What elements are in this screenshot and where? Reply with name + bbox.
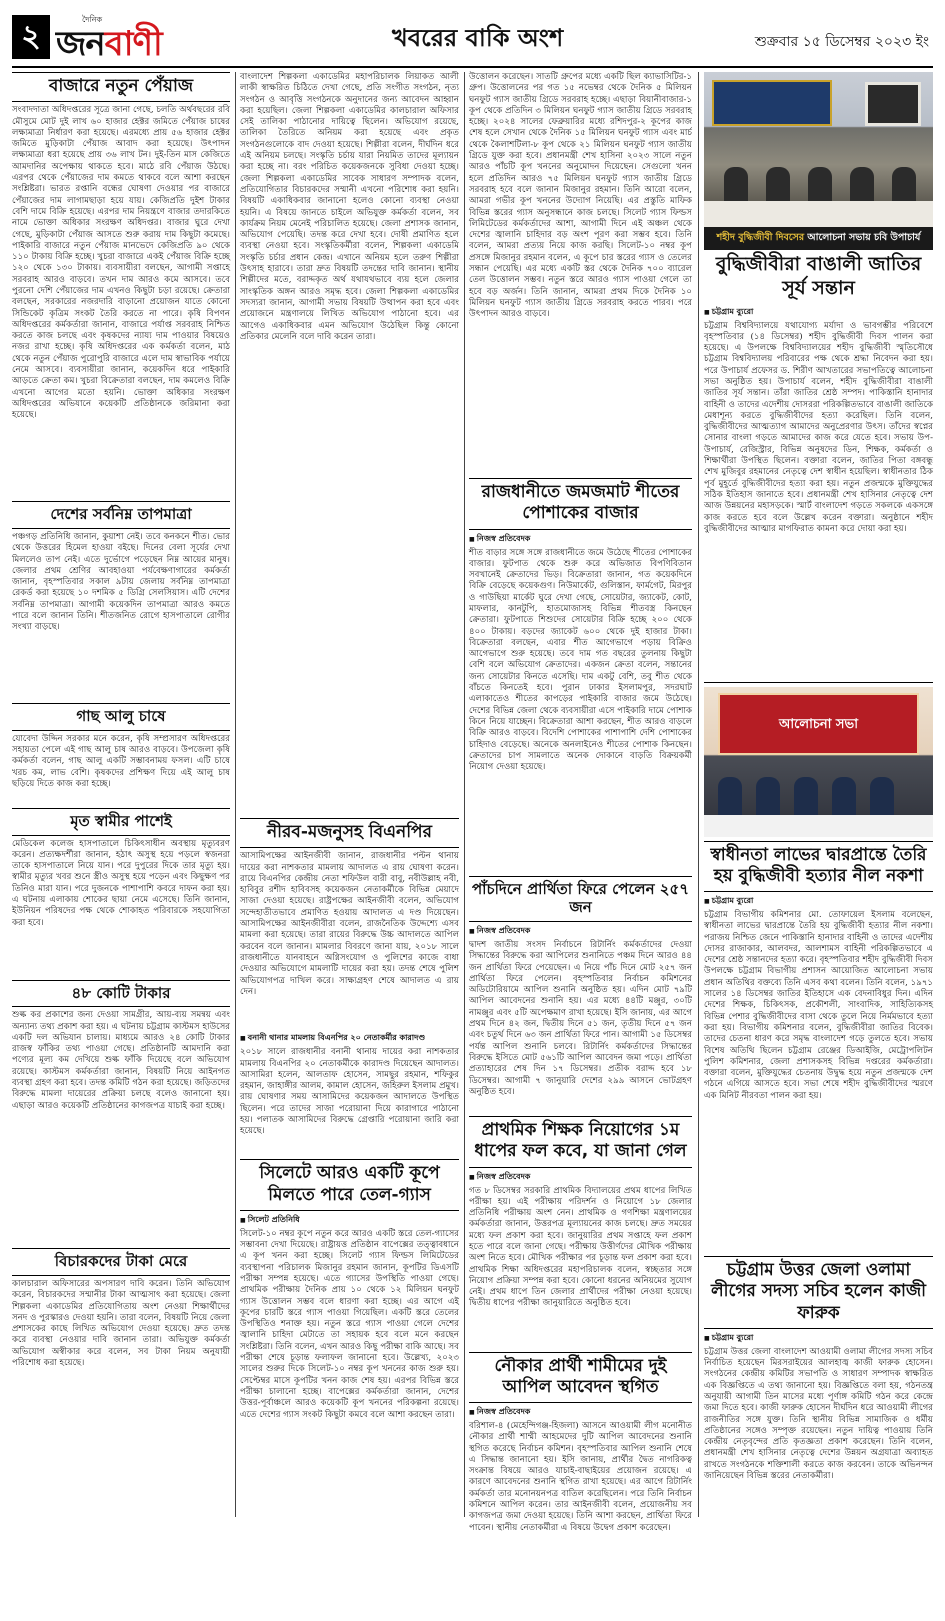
article-body: বরিশাল-৪ (মেহেন্দিগঞ্জ-হিজলা) আসনে আওয়ামী লীগ মনোনীত নৌকার প্রার্থী শাম্মী আহমেদের দুটি আপিল আবেদনের শুনানি স্থগিত করেছে নির্বাচন কমিশন। বৃহস্পতিবার আপিল শুনানি শেষে এ সিদ্ধান্ত জানানো হয়। ইসি জানায়, প্রার্থীর দ্বৈত নাগরিকত্ব সংক্রান্ত বিষয়ে আরও যাচাই-বাছাইয়ের প্রয়োজন রয়েছে। এ কারণে আবেদনের শুনানি স্থগিত রাখা হয়েছে। এর আগে রিটার্নিং কর্মকর্তা তার মনোনয়নপত্র বাতিল করেছিলেন। পরে তিনি নির্বাচন কমিশনে আপিল করেন। তার আইনজীবী বলেন, প্রয়োজনীয় সব কাগজপত্র জমা দেওয়া হয়েছে। তিনি আশা করছেন, প্রার্থিতা ফিরে পাবেন। স্থানীয় নেতাকর্মীরা এ বিষয়ে উদ্বেগ প্রকাশ করেছেন। xyxy=(469,1421,692,1621)
conference-photo xyxy=(704,72,933,227)
article-gas xyxy=(240,1159,459,1559)
divider xyxy=(704,682,933,683)
byline: ■ চট্টগ্রাম ব্যুরো xyxy=(704,1332,933,1345)
article-ulama xyxy=(704,1256,933,1547)
byline: ■ নিজস্ব প্রতিবেদক xyxy=(469,533,692,546)
photo-caption xyxy=(704,227,933,250)
article-body: বাংলাদেশ শিল্পকলা একাডেমির মহাপরিচালক লিয়াকত আলী লাকী স্বাক্ষরিত চিঠিতে দেখা গেছে, প্রতি সংগীত সংগঠন, নৃত্য সংগঠন ও আবৃত্তি সংগঠনকে অনুদানের জন্য আবেদন আহ্বান করা হয়েছিল। জেলা শিল্পকলা একাডেমির কালচারাল অফিসার সেই তালিকা পাঠানোর দায়িত্বে ছিলেন। অভিযোগ রয়েছে, তালিকা তৈরিতে অনিয়ম করা হয়েছে এবং প্রকৃত সংগঠনগুলোকে বাদ দেওয়া হয়েছে। শিল্পীরা বলেন, দীর্ঘদিন ধরে এই অনিয়ম চলছে। সংস্কৃতি চর্চায় যারা নিয়মিত তাদের মূল্যায়ন করা হচ্ছে না। বরং পরিচিত কয়েকজনকে সুবিধা দেওয়া হচ্ছে। জেলা শিল্পকলা একাডেমির সাবেক সাধারণ সম্পাদক বলেন, প্রতিযোগিতার বিচারকদের সম্মানী এখনো পরিশোধ করা হয়নি। বিষয়টি একাধিকবার জানানো হলেও কোনো ব্যবস্থা নেওয়া হয়নি। এ বিষয়ে জানতে চাইলে অভিযুক্ত কর্মকর্তা বলেন, সব কার্যক্রম নিয়ম মেনেই পরিচালিত হয়েছে। জেলা প্রশাসক জানান, অভিযোগ পেয়েছি। তদন্ত করে দেখা হবে। দোষী প্রমাণিত হলে ব্যবস্থা নেওয়া হবে। সংস্কৃতিকর্মীরা বলেন, শিল্পকলা একাডেমি সংস্কৃতি চর্চার প্রধান কেন্দ্র। এখানে অনিয়ম হলে তরুণ শিল্পীরা উৎসাহ হারাবে। তারা দ্রুত বিষয়টি তদন্তের দাবি জানান। স্থানীয় শিল্পীদের মতে, বরাদ্দকৃত অর্থ যথাযথভাবে ব্যয় হলে জেলার সাংস্কৃতিক অঙ্গন আরও সমৃদ্ধ হবে। জেলা শিল্পকলা একাডেমির সদস্যরা জানান, আগামী সভায় বিষয়টি উত্থাপন করা হবে এবং প্রয়োজনে মন্ত্রণালয়ে লিখিত অভিযোগ পাঠানো হবে। এর আগেও একাধিকবার এমন অভিযোগ উঠেছিল কিন্তু কোনো প্রতিকার মেলেনি বলে দাবি করেন তারা। xyxy=(240,72,459,812)
logo-part-2: বাণী xyxy=(105,24,162,64)
stage-banner-text: আলোচনা সভা xyxy=(720,715,917,736)
headline: বুদ্ধিজীবীরা বাঙালী জাতির সূর্য সন্তান xyxy=(704,250,933,305)
article-shamim xyxy=(469,1352,692,1621)
headline: পাঁচদিনে প্রার্থিতা ফিরে পেলেন ২৫৭ জন xyxy=(469,876,692,923)
logo-wordmark xyxy=(56,27,162,61)
article-crore xyxy=(12,980,230,1243)
photo-backdrop xyxy=(712,80,832,126)
byline: ■ সিলেট প্রতিনিধি xyxy=(240,1214,459,1227)
article-teacher xyxy=(469,1116,692,1346)
article-body: মেডিকেল কলেজ হাসপাতালে চিকিৎসাধীন অবস্থায় মৃত্যুবরণ করেন। প্রত্যক্ষদর্শীরা জানান, হঠাৎ অসুস্থ হয়ে পড়লে স্বজনরা তাকে হাসপাতালে নিয়ে যান। পরে দুপুরের দিকে তার মৃত্যু হয়। স্বামীর মৃত্যুর খবর শুনে স্ত্রীও অসুস্থ হয়ে পড়েন এবং কিছুক্ষণ পর তিনিও মারা যান। পরে দুজনকে পাশাপাশি কবরে দাফন করা হয়। এ ঘটনায় এলাকায় শোকের ছায়া নেমে এসেছে। তিনি জানান, ইউনিয়ন পরিষদের পক্ষ থেকে শোকাহত পরিবারকে সহযোগিতা করা হবে। xyxy=(12,839,230,974)
article-body: সিলেট-১০ নম্বর কূপে নতুন করে আরও একটি স্তরে তেল-গ্যাসের সম্ভাবনা দেখা দিয়েছে। রাষ্ট্রায়ত্ত প্রতিষ্ঠান বাপেক্সের তত্ত্বাবধানে এ কূপ খনন করা হচ্ছে। সিলেট গ্যাস ফিল্ডস লিমিটেডের ব্যবস্থাপনা পরিচালক মিজানুর রহমান জানান, কূপটির ডিএসটি পরীক্ষা সম্পন্ন হয়েছে। এতে গ্যাসের উপস্থিতি পাওয়া গেছে। প্রাথমিক পরীক্ষায় দৈনিক প্রায় ১০ থেকে ১২ মিলিয়ন ঘনফুট গ্যাস উত্তোলন সম্ভব বলে ধারণা করা হচ্ছে। এর আগে এই কূপের চারটি স্তরে গ্যাস পাওয়া গিয়েছিল। একটি স্তরে তেলের উপস্থিতিও শনাক্ত হয়। নতুন স্তরে গ্যাস পাওয়া গেলে দেশের জ্বালানি চাহিদা মেটাতে তা সহায়ক হবে বলে মনে করছেন সংশ্লিষ্টরা। তিনি বলেন, এখন আরও কিছু পরীক্ষা বাকি আছে। সব পরীক্ষা শেষে চূড়ান্ত ফলাফল জানানো হবে। উল্লেখ্য, ২০২৩ সালের শুরুর দিকে সিলেট-১০ নম্বর কূপ খননের কাজ শুরু হয়। সেপ্টেম্বর মাসে কূপটির খনন কাজ শেষ হয়। এরপর বিভিন্ন স্তরে পরীক্ষা চালানো হচ্ছে। বাপেক্সের কর্মকর্তারা জানান, দেশের উত্তর-পূর্বাঞ্চলে আরও কয়েকটি কূপ খননের পরিকল্পনা রয়েছে। এতে দেশের গ্যাস সংকট কিছুটা কমবে বলে আশা করছেন তারা। xyxy=(240,1229,459,1559)
headline: গাছ আলু চাষে xyxy=(12,703,230,731)
headline: দেশের সর্বনিম্ন তাপমাত্রা xyxy=(12,501,230,529)
article-body: সংবাদদাতা অধিদপ্তরের সূত্রে জানা গেছে, চলতি অর্থবছরের রবি মৌসুমে মোট দুই লাখ ৬০ হাজার হেক্টর জমিতে পেঁয়াজ চাষের লক্ষ্যমাত্রা নির্ধারণ করা হয়েছে। এরমধ্যে প্রায় ৫৬ হাজার হেক্টর জমিতে মুড়িকাটা পেঁয়াজ আবাদ করা হয়েছে। উৎপাদন লক্ষ্যমাত্রা ধরা হয়েছে প্রায় ৩৬ লাখ টন। দুই-তিন মাস কেজিতে আমদানির অপেক্ষায় থাকতে হবে। মাঠে রবি পেঁয়াজ উঠছে। এরপর থেকে পেঁয়াজের দাম কমতে থাকবে বলে আশা করছেন সংশ্লিষ্টরা। ভারত রপ্তানি বন্ধের ঘোষণা দেওয়ার পর বাজারে পেঁয়াজের দাম লাগামছাড়া হয়ে যায়। কেজিপ্রতি দুইশ টাকার বেশি দামে বিক্রি হয়েছে। এরপর দাম নিয়ন্ত্রণে বাজার তদারকিতে নামে ভোক্তা অধিকার সংরক্ষণ অধিদপ্তর। বাজার ঘুরে দেখা গেছে, মুড়িকাটা পেঁয়াজ আসতে শুরু করায় দাম কিছুটা কমেছে। পাইকারি বাজারে নতুন পেঁয়াজ মানভেদে কেজিপ্রতি ৯০ থেকে ১১০ টাকায় বিক্রি হচ্ছে। খুচরা বাজারে একই পেঁয়াজ বিক্রি হচ্ছে ১২০ থেকে ১৩০ টাকায়। ব্যবসায়ীরা বলছেন, আগামী সপ্তাহে সরবরাহ আরও বাড়বে। তখন দাম আরও কমে আসবে। তবে পুরনো দেশি পেঁয়াজের দাম এখনও কিছুটা চড়া রয়েছে। ক্রেতারা বলছেন, সরকারের নজরদারি বাড়ানো প্রয়োজন যাতে কোনো সিন্ডিকেট কৃত্রিম সংকট তৈরি করতে না পারে। কৃষি বিপণন অধিদপ্তরের কর্মকর্তারা জানান, বাজারে পর্যাপ্ত সরবরাহ নিশ্চিত করতে কাজ চলছে এবং কৃষকদের ন্যায্য দাম পাওয়ার বিষয়েও নজর রাখা হচ্ছে। কৃষি অধিদপ্তরের এক কর্মকর্তা বলেন, মাঠ থেকে নতুন পেঁয়াজ পুরোপুরি বাজারে এলে দাম স্বাভাবিক পর্যায়ে নেমে আসবে। ব্যবসায়ীরা জানান, কয়েকদিন ধরে পাইকারি আড়তে ক্রেতা কম। খুচরা বিক্রেতারা বলছেন, দাম কমলেও বিক্রি এখনো আগের মতো হয়নি। ভোক্তা অধিকার সংরক্ষণ অধিদপ্তরের অভিযানে কয়েকটি প্রতিষ্ঠানকে জরিমানা করা হয়েছে। xyxy=(12,105,230,495)
column-3 xyxy=(469,72,692,1517)
article-intellectuals xyxy=(704,72,933,676)
column-4 xyxy=(704,72,933,1517)
article-body: আসামিপক্ষের আইনজীবী জানান, রাজধানীর পল্টন থানায় দায়ের করা নাশকতার মামলায় আদালত এ রায় ঘোষণা করেন। রায়ে বিএনপির কেন্দ্রীয় নেতা শফিউল বারী বাবু, নবীউল্লাহ নবী, হাবিবুর রশীদ হাবিবসহ কয়েকজন নেতাকর্মীকে বিভিন্ন মেয়াদে সাজা দেওয়া হয়েছে। রাষ্ট্রপক্ষের আইনজীবী বলেন, অভিযোগ সন্দেহাতীতভাবে প্রমাণিত হওয়ায় আদালত এ দণ্ড দিয়েছেন। আসামিপক্ষের আইনজীবীরা বলেন, রাজনৈতিক উদ্দেশ্যে এসব মামলা করা হয়েছে। তারা রায়ের বিরুদ্ধে উচ্চ আদালতে আপিল করবেন বলে জানান। মামলার বিবরণে জানা যায়, ২০১৮ সালে রাজধানীতে যানবাহনে অগ্নিসংযোগ ও পুলিশের কাজে বাধা দেওয়ার অভিযোগে মামলাটি দায়ের করা হয়। তদন্ত শেষে পুলিশ অভিযোগপত্র দাখিল করে। সাক্ষ্যগ্রহণ শেষে আদালত এ রায় দেন। xyxy=(240,851,459,1029)
byline: ■ নিজস্ব প্রতিবেদক xyxy=(469,1171,692,1184)
article-body: যোবেদা উদ্দিন সরকার মনে করেন, কৃষি সম্প্রসারণ অধিদপ্তরের সহায়তা পেলে এই গাছ আলু চাষ আরও বাড়বে। উপজেলা কৃষি কর্মকর্তা বলেন, গাছ আলু একটি সম্ভাবনাময় ফসল। এটি চাষে খরচ কম, লাভ বেশি। কৃষকদের প্রশিক্ষণ দিয়ে এই আলু চাষ ছড়িয়ে দিতে কাজ করা হচ্ছে। xyxy=(12,734,230,802)
byline: ■ চট্টগ্রাম ব্যুরো xyxy=(704,306,933,319)
article-bnp xyxy=(240,818,459,1153)
headline: চট্টগ্রাম উত্তর জেলা ওলামা লীগের সদস্য সচিব হলেন কাজী ফারুক xyxy=(704,1256,933,1329)
article-potato xyxy=(12,703,230,802)
article-body-2: ২০১৮ সালে রাজধানীর বনানী থানায় দায়ের করা নাশকতার মামলায় বিএনপির ২০ নেতাকর্মীকে কারাদণ্ড দিয়েছেন আদালত। আসামিরা হলেন, আলতাফ হোসেন, সামছুর রহমান, শফিকুর রহমান, জাহাঙ্গীর আলম, কামাল হোসেন, জহিরুল ইসলাম প্রমুখ। রায় ঘোষণার সময় আসামিদের কয়েকজন আদালতে উপস্থিত ছিলেন। পরে তাদের সাজা পরোয়ানা দিয়ে কারাগারে পাঠানো হয়। পলাতক আসামিদের বিরুদ্ধে গ্রেপ্তারি পরোয়ানা জারি করা হয়েছে। xyxy=(240,1047,459,1153)
article-body: উত্তোলন করেছেন। সাতটি গ্রুপের মধ্যে একটি ছিল ক্যাভাসিটির-১ গ্রুপ। উত্তোলনের পর গত ১৫ নভেম্বর থেকে দৈনিক ৫ মিলিয়ন ঘনফুট গ্যাস জাতীয় গ্রিডে সরবরাহ হচ্ছে। এছাড়া বিয়ানীবাজার-১ কূপ থেকে প্রতিদিন ৩ মিলিয়ন ঘনফুট গ্যাস জাতীয় গ্রিডে সরবরাহ হচ্ছে। ২০২৪ সালের ফেব্রুয়ারির মধ্যে রশিদপুর-২ কূপের কাজ শেষ হলে সেখান থেকে দৈনিক ১৫ মিলিয়ন ঘনফুট গ্যাস এবং মার্চ থেকে কৈলাশটিলা-৮ কূপ থেকে ২১ মিলিয়ন ঘনফুট গ্যাস জাতীয় গ্রিডে যুক্ত করা হবে। প্রধানমন্ত্রী শেখ হাসিনা ২০২৩ সালে নতুন আরও পাঁচটি কূপ খননের অনুমোদন দিয়েছেন। সেগুলো খনন হলে প্রতিদিন আরও ৭৫ মিলিয়ন ঘনফুট গ্যাস জাতীয় গ্রিডে সরবরাহ হবে বলে জানান মিজানুর রহমান। তিনি আরো বলেন, আমরা গভীর কূপ খননের উদ্যোগ নিয়েছি। এর প্রস্তুতি মাফিক বিভিন্ন স্তরের গ্যাস অনুসন্ধানে কাজ চলছে। সিলেট গ্যাস ফিল্ডস লিমিটেডের কর্মকর্তাদের আশা, আগামী দিনে এই অঞ্চল থেকে দেশের জ্বালানি চাহিদার বড় অংশ পূরণ করা সম্ভব হবে। তিনি বলেন, আমরা প্রত্যয় নিয়ে কাজ করছি। সিলেট-১০ নম্বর কূপ প্রসঙ্গে মিজানুর রহমান বলেন, এ কূপে চার স্তরের গ্যাস ও তেলের সন্ধান পেয়েছি। এর মধ্যে একটি স্তর থেকে দৈনিক ৭০০ ব্যারেল তেল উত্তোলন সম্ভব। নতুন স্তরে আরও গ্যাস পাওয়া গেলে তা হবে বড় অর্জন। তিনি জানান, আমরা প্রথম দিকে দৈনিক ১০ মিলিয়ন ঘনফুট গ্যাস জাতীয় গ্রিডে সরবরাহ করতে পারব। পরে উৎপাদন আরও বাড়বে। xyxy=(469,72,692,472)
article-winter-market xyxy=(469,478,692,870)
byline: ■ চট্টগ্রাম ব্যুরো xyxy=(704,895,933,908)
article-body: দ্বাদশ জাতীয় সংসদ নির্বাচনে রিটার্নিং কর্মকর্তাদের দেওয়া সিদ্ধান্তের বিরুদ্ধে করা আপিলের শুনানিতে পঞ্চম দিনে আরও ৪৪ জন প্রার্থিতা ফিরে পেয়েছেন। এ নিয়ে পাঁচ দিনে মোট ২৫৭ জন প্রার্থিতা ফিরে পেলেন। বৃহস্পতিবার নির্বাচন কমিশনের অডিটোরিয়ামে আপিল শুনানি অনুষ্ঠিত হয়। এদিন মোট ৭৯টি আপিল আবেদনের শুনানি হয়। এর মধ্যে ৪৪টি মঞ্জুর, ৩০টি নামঞ্জুর এবং ৫টি অপেক্ষমাণ রাখা হয়েছে। ইসি জানায়, এর আগে প্রথম দিনে ৪২ জন, দ্বিতীয় দিনে ৫১ জন, তৃতীয় দিনে ৫৭ জন এবং চতুর্থ দিনে ৬৩ জন প্রার্থিতা ফিরে পান। আগামী ১৫ ডিসেম্বর পর্যন্ত আপিল শুনানি চলবে। রিটার্নিং কর্মকর্তাদের সিদ্ধান্তের বিরুদ্ধে ইসিতে মোট ৫৬১টি আপিল আবেদন জমা পড়ে। প্রার্থিতা প্রত্যাহারের শেষ দিন ১৭ ডিসেম্বর। প্রতীক বরাদ্দ হবে ১৮ ডিসেম্বর। আগামী ৭ জানুয়ারি দেশের ২৯৯ আসনে ভোটগ্রহণ অনুষ্ঠিত হবে। xyxy=(469,940,692,1110)
article-body: কালচারাল অফিসারের অপসারণ দাবি করেন। তিনি অভিযোগ করেন, বিচারকদের সম্মানীর টাকা আত্মসাৎ করা হয়েছে। জেলা শিল্পকলা একাডেমির প্রতিযোগিতায় অংশ নেওয়া শিক্ষার্থীদের সনদ ও পুরস্কারও দেওয়া হয়নি। তারা বলেন, বিষয়টি নিয়ে জেলা প্রশাসকের কাছে লিখিত অভিযোগ দেওয়া হয়েছে। দ্রুত তদন্ত করে ব্যবস্থা নেওয়ার দাবি জানান তারা। অভিযুক্ত কর্মকর্তা অভিযোগ অস্বীকার করে বলেন, সব টাকা নিয়ম অনুযায়ী পরিশোধ করা হয়েছে। xyxy=(12,1279,230,1419)
article-gas-continued xyxy=(469,72,692,472)
article-body: চট্টগ্রাম বিশ্ববিদ্যালয়ে যথাযোগ্য মর্যাদা ও ভাবগম্ভীর পরিবেশে বৃহস্পতিবার (১৪ ডিসেম্বর) শহীদ বুদ্ধিজীবী দিবস পালন করা হয়েছে। এ উপলক্ষে বিশ্ববিদ্যালয়ের শহীদ বুদ্ধিজীবী স্মৃতিসৌধে চট্টগ্রাম বিশ্ববিদ্যালয় পরিবারের পক্ষ থেকে শ্রদ্ধা নিবেদন করা হয়। পরে উপাচার্য প্রফেসর ড. শিরীণ আখতারের সভাপতিত্বে আলোচনা সভা অনুষ্ঠিত হয়। উপাচার্য বলেন, শহীদ বুদ্ধিজীবীরা বাঙালী জাতির সূর্য সন্তান। তাঁরা জাতির শ্রেষ্ঠ সম্পদ। পাকিস্তানি হানাদার বাহিনী ও তাদের এদেশীয় দোসররা পরিকল্পিতভাবে বাঙালী জাতিকে মেধাশূন্য করতে বুদ্ধিজীবীদের হত্যা করেছিল। তিনি বলেন, বুদ্ধিজীবীদের আত্মত্যাগ আমাদের অনুপ্রেরণার উৎস। তাঁদের স্বপ্নের সোনার বাংলা গড়তে আমাদের কাজ করে যেতে হবে। সভায় উপ-উপাচার্য, রেজিস্ট্রার, বিভিন্ন অনুষদের ডিন, শিক্ষক, কর্মকর্তা ও শিক্ষার্থীরা উপস্থিত ছিলেন। বক্তারা বলেন, জাতির পিতা বঙ্গবন্ধু শেখ মুজিবুর রহমানের নেতৃত্বে দেশ স্বাধীন হয়েছিল। স্বাধীনতার ঠিক পূর্ব মুহূর্তে বুদ্ধিজীবীদের হত্যা করা হয়। নতুন প্রজন্মকে মুক্তিযুদ্ধের সঠিক ইতিহাস জানাতে হবে। প্রধানমন্ত্রী শেখ হাসিনার নেতৃত্বে দেশ আজ উন্নয়নের মহাসড়কে। স্মার্ট বাংলাদেশ গড়তে সকলকে একসঙ্গে কাজ করতে হবে বলে উল্লেখ করেন বক্তারা। অনুষ্ঠানে শহীদ বুদ্ধিজীবীদের আত্মার মাগফিরাত কামনা করে দোয়া করা হয়। xyxy=(704,321,933,676)
article-body: গত ৮ ডিসেম্বর সরকারি প্রাথমিক বিদ্যালয়ের প্রথম ধাপের লিখিত পরীক্ষা হয়। এই পরীক্ষায় পরিদর্শন ও নিয়োগে ১৮ জেলার প্রতিনিধি পরীক্ষায় অংশ নেন। প্রাথমিক ও গণশিক্ষা মন্ত্রণালয়ের কর্মকর্তারা জানান, উত্তরপত্র মূল্যায়নের কাজ চলছে। দ্রুত সময়ের মধ্যে ফল প্রকাশ করা হবে। জানুয়ারির প্রথম সপ্তাহে ফল প্রকাশ হতে পারে বলে জানা গেছে। পরীক্ষায় উত্তীর্ণদের মৌখিক পরীক্ষায় অংশ নিতে হবে। মৌখিক পরীক্ষার পর চূড়ান্ত ফল প্রকাশ করা হবে। প্রাথমিক শিক্ষা অধিদপ্তরের মহাপরিচালক বলেন, স্বচ্ছতার সঙ্গে নিয়োগ প্রক্রিয়া সম্পন্ন করা হবে। কোনো ধরনের অনিয়মের সুযোগ নেই। প্রথম ধাপে তিন জেলার প্রার্থীদের পরীক্ষা নেওয়া হয়েছে। দ্বিতীয় ধাপের পরীক্ষা জানুয়ারিতে অনুষ্ঠিত হবে। xyxy=(469,1186,692,1346)
headline: স্বাধীনতা লাভের দ্বারপ্রান্তে তৈরি হয় বুদ্ধিজীবী হত্যার নীল নকশা xyxy=(704,841,933,893)
headline: রাজধানীতে জমজমাট শীতের পোশাকের বাজার xyxy=(469,478,692,530)
article-candidacy xyxy=(469,876,692,1111)
dateline: শুক্রবার ১৫ ডিসেম্বর ২০২৩ ইং xyxy=(755,30,929,54)
subhead: ■ বনানী থানার মামলায় বিএনপির ২০ নেতাকর্মীর কারাদণ্ড xyxy=(240,1032,459,1045)
photo-stage-banner xyxy=(718,693,919,755)
column-divider xyxy=(235,72,236,1517)
article-academy-continued xyxy=(240,72,459,812)
section-title: খবরের বাকি অংশ xyxy=(392,20,563,60)
page-number: ২ xyxy=(12,15,50,59)
column-1 xyxy=(12,72,230,1517)
headline: নীরব-মজনুসহ বিএনপির xyxy=(240,818,459,848)
headline: সিলেটে আরও একটি কূপে মিলতে পারে তেল-গ্যাস xyxy=(240,1159,459,1211)
caption-text: আলোচনা সভায় চবি উপাচার্য xyxy=(804,232,920,243)
photo-portrait-frame xyxy=(865,82,921,126)
article-body: চট্টগ্রাম বিভাগীয় কমিশনার মো. তোফায়েল ইসলাম বলেছেন, স্বাধীনতা লাভের দ্বারপ্রান্তে তৈরি হয় বুদ্ধিজীবী হত্যার নীল নকশা। পরাজয় নিশ্চিত জেনে পাকিস্তানি হানাদার বাহিনী ও তাদের এদেশীয় দোসর রাজাকার, আলবদর, আলশামস বাহিনী পরিকল্পিতভাবে এ দেশের শ্রেষ্ঠ সন্তানদের হত্যা করে। বৃহস্পতিবার শহীদ বুদ্ধিজীবী দিবস উপলক্ষে চট্টগ্রাম বিভাগীয় প্রশাসন আয়োজিত আলোচনা সভায় প্রধান অতিথির বক্তব্যে তিনি এসব কথা বলেন। তিনি বলেন, ১৯৭১ সালের ১৪ ডিসেম্বর জাতির ইতিহাসে এক বেদনাবিধুর দিন। এদিন দেশের শিক্ষক, চিকিৎসক, প্রকৌশলী, সাংবাদিক, সাহিত্যিকসহ বিভিন্ন পেশার বুদ্ধিজীবীদের বাসা থেকে তুলে নিয়ে নির্মমভাবে হত্যা করা হয়। বিভাগীয় কমিশনার বলেন, বুদ্ধিজীবীরা জাতির বিবেক। তাদের চেতনা ধারণ করে সমৃদ্ধ বাংলাদেশ গড়ে তুলতে হবে। সভায় বিশেষ অতিথি ছিলেন চট্টগ্রাম রেঞ্জের ডিআইজি, মেট্রোপলিটন পুলিশ কমিশনার, জেলা প্রশাসকসহ বিভিন্ন দপ্তরের কর্মকর্তারা। বক্তারা বলেন, মুক্তিযুদ্ধের চেতনায় উদ্বুদ্ধ হয়ে নতুন প্রজন্মকে দেশ গঠনে এগিয়ে আসতে হবে। সভা শেষে শহীদ বুদ্ধিজীবীদের স্মরণে এক মিনিট নীরবতা পালন করা হয়। xyxy=(704,910,933,1250)
article-temperature xyxy=(12,501,230,697)
column-divider xyxy=(698,72,699,1517)
article-judges xyxy=(12,1248,230,1419)
headline: নৌকার প্রার্থী শামীমের দুই আপিল আবেদন স্থগিত xyxy=(469,1352,692,1404)
logo-prefix: দৈনিক xyxy=(82,14,162,27)
article-body: পঞ্চগড় প্রতিনিধি জানান, কুয়াশা নেই। তবে কনকনে শীত। ভোর থেকে উত্তরের হিমেল হাওয়া বইছে। দিনের বেলা সূর্যের দেখা মিললেও তাপ নেই। এতে দুর্ভোগে পড়েছেন নিম্ন আয়ের মানুষ। জেলার প্রথম শ্রেণির আবহাওয়া পর্যবেক্ষণাগারের কর্মকর্তা জানান, বৃহস্পতিবার সকাল ৯টায় জেলায় সর্বনিম্ন তাপমাত্রা রেকর্ড করা হয়েছে ১০ দশমিক ৫ ডিগ্রি সেলসিয়াস। এটি দেশের সর্বনিম্ন তাপমাত্রা। আগামী কয়েকদিন তাপমাত্রা আরও কমতে পারে বলে জানান তিনি। শীতজনিত রোগে হাসপাতালে রোগীর সংখ্যা বাড়ছে। xyxy=(12,532,230,697)
article-body: চট্টগ্রাম উত্তর জেলা বাংলাদেশ আওয়ামী ওলামা লীগের সদস্য সচিব নির্বাচিত হয়েছেন মিরসরাইয়ের আলহাজ্ব কাজী ফারুক হোসেন। সংগঠনের কেন্দ্রীয় কমিটির সভাপতি ও সাধারণ সম্পাদক স্বাক্ষরিত এক বিজ্ঞপ্তিতে এ তথ্য জানানো হয়। বিজ্ঞপ্তিতে বলা হয়, গঠনতন্ত্র অনুযায়ী আগামী তিন মাসের মধ্যে পূর্ণাঙ্গ কমিটি গঠন করে কেন্দ্রে জমা দিতে হবে। কাজী ফারুক হোসেন দীর্ঘদিন ধরে আওয়ামী লীগের রাজনীতির সঙ্গে যুক্ত। তিনি স্থানীয় বিভিন্ন সামাজিক ও ধর্মীয় প্রতিষ্ঠানের সঙ্গেও সম্পৃক্ত রয়েছেন। নতুন দায়িত্ব পাওয়ায় তিনি কেন্দ্রীয় নেতৃবৃন্দের প্রতি কৃতজ্ঞতা প্রকাশ করেছেন। তিনি বলেন, প্রধানমন্ত্রী শেখ হাসিনার নেতৃত্বে দেশের উন্নয়ন অগ্রযাত্রা অব্যাহত রাখতে সংগঠনকে শক্তিশালী করতে কাজ করবেন। তাকে অভিনন্দন জানিয়েছেন বিভিন্ন স্তরের নেতাকর্মীরা। xyxy=(704,1347,933,1547)
article-body: শুল্ক কর প্রকাশের জন্য দেওয়া সামগ্রীর, আয়-ব্যয় সমন্বয় এবং অন্যান্য তথ্য প্রকাশ করা হয়। এ ঘটনায় চট্টগ্রাম কাস্টমস হাউসের একটি দল অভিযান চালায়। মাধ্যমে আরও ২৪ কোটি টাকার রাজস্ব ফাঁকির তথ্য পাওয়া গেছে। প্রতিষ্ঠানটি আমদানি করা পণ্যের মূল্য কম দেখিয়ে শুল্ক ফাঁকি দিয়েছে বলে অভিযোগ রয়েছে। কাস্টমস কর্মকর্তারা জানান, বিষয়টি নিয়ে আইনগত ব্যবস্থা গ্রহণ করা হবে। তদন্ত কমিটি গঠন করা হয়েছে। জড়িতদের বিরুদ্ধে মামলা দায়েরের প্রক্রিয়া চলছে বলেও জানানো হয়। এছাড়া আরও কয়েকটি প্রতিষ্ঠানের কাগজপত্র যাচাই করা হচ্ছে। xyxy=(12,1010,230,1242)
headline: মৃত স্বামীর পাশেই xyxy=(12,808,230,836)
headline: বাজারে নতুন পেঁয়াজ xyxy=(12,72,230,102)
headline: বিচারকদের টাকা মেরে xyxy=(12,1248,230,1276)
logo-part-1: জন xyxy=(56,24,105,64)
photo-table xyxy=(704,201,933,227)
columns xyxy=(12,72,933,1517)
newspaper-logo xyxy=(56,15,162,59)
column-2 xyxy=(240,72,459,1517)
article-body: শীত বাড়ার সঙ্গে সঙ্গে রাজধানীতে জমে উঠেছে শীতের পোশাকের বাজার। ফুটপাত থেকে শুরু করে অভিজাত বিপণিবিতান সবখানেই ক্রেতাদের ভিড়। বিক্রেতারা জানান, গত কয়েকদিনে বিক্রি বেড়েছে কয়েকগুণ। নিউমার্কেট, গুলিস্তান, ফার্মগেট, মিরপুর ও গাউছিয়া মার্কেট ঘুরে দেখা গেছে, সোয়েটার, জ্যাকেট, কোট, মাফলার, কানটুপি, হাতমোজাসহ বিভিন্ন শীতবস্ত্র কিনছেন ক্রেতারা। ফুটপাতে শিশুদের সোয়েটার বিক্রি হচ্ছে ২০০ থেকে ৪০০ টাকায়। বড়দের জ্যাকেট ৬০০ থেকে দুই হাজার টাকা। বিক্রেতারা বলছেন, এবার শীত আগেভাগে পড়ায় বিক্রিও আগেভাগে শুরু হয়েছে। তবে দাম গত বছরের তুলনায় কিছুটা বেশি বলে অভিযোগ ক্রেতাদের। একজন ক্রেতা বলেন, সন্তানের জন্য সোয়েটার কিনতে এসেছি। দাম একটু বেশি, তবু শীত থেকে বাঁচতে কিনতেই হবে। পুরান ঢাকার ইসলামপুর, সদরঘাট এলাকাতেও শীতের কাপড়ের পাইকারি বাজার জমে উঠেছে। দেশের বিভিন্ন জেলা থেকে ব্যবসায়ীরা এসে পাইকারি দামে পোশাক কিনে নিয়ে যাচ্ছেন। বিক্রেতারা আশা করছেন, শীত আরও বাড়লে বিক্রি আরও বাড়বে। বিদেশি পোশাকের পাশাপাশি দেশি পোশাকের চাহিদাও বেড়েছে। অনেকে অনলাইনেও শীতের পোশাক কিনছেন। ক্রেতাদের চাপ সামলাতে অনেক দোকানে বাড়তি বিক্রয়কর্মী নিয়োগ দেওয়া হয়েছে। xyxy=(469,548,692,870)
article-husband xyxy=(12,808,230,974)
caption-highlight: শহীদ বুদ্ধিজীবী দিবসের xyxy=(717,232,804,243)
article-onion xyxy=(12,72,230,495)
byline: ■ নিজস্ব প্রতিবেদক xyxy=(469,925,692,938)
column-divider xyxy=(464,72,465,1517)
seminar-photo xyxy=(704,687,933,837)
article-blueprint xyxy=(704,687,933,1251)
byline: ■ নিজস্ব প্রতিবেদক xyxy=(469,1406,692,1419)
headline: প্রাথমিক শিক্ষক নিয়োগের ১ম ধাপের ফল কবে, যা জানা গেল xyxy=(469,1116,692,1168)
headline: ৪৮ কোটি টাকার xyxy=(12,980,230,1008)
masthead xyxy=(12,8,933,68)
photo-table xyxy=(704,815,933,837)
